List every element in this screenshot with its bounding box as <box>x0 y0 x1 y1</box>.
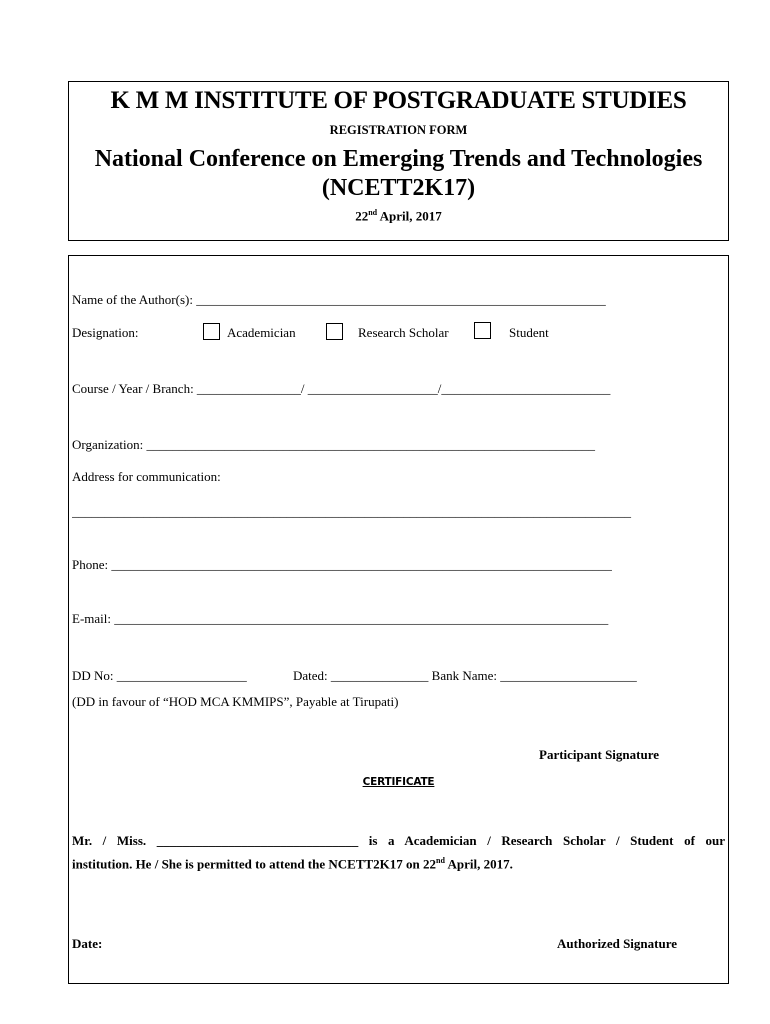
academician-label: Academician <box>227 325 296 340</box>
form-title: REGISTRATION FORM <box>329 123 468 137</box>
certificate-line-1: Mr. / Miss. _______________________________ is a Academician / Research Scholar / Student of our <box>72 833 725 848</box>
conference-date <box>68 208 729 224</box>
authorized-signature: Authorized Signature <box>557 936 678 951</box>
designation-label: Designation: <box>72 325 139 340</box>
student-label: Student <box>509 325 549 340</box>
date-superscript: nd <box>368 208 378 217</box>
organization-field[interactable]: Organization: _____________________________________________________________________ <box>72 437 595 452</box>
certificate-date-superscript: nd <box>436 856 445 865</box>
date-rest: April, 2017 <box>377 208 442 224</box>
dd-note: (DD in favour of “HOD MCA KMMIPS”, Payable at Tirupati) <box>72 694 399 709</box>
dd-number-field[interactable]: DD No: ____________________ <box>72 668 247 683</box>
address-label: Address for communication: <box>72 469 221 484</box>
certificate-date-label: Date: <box>72 936 103 951</box>
certificate-line-2-text: institution. He / She is permitted to attend the NCETT2K17 on 22 <box>72 856 437 872</box>
student-checkbox[interactable] <box>474 322 491 339</box>
certificate-line-2-end: April, 2017. <box>444 856 513 872</box>
email-field[interactable]: E-mail: ____________________________________________________________________________ <box>72 611 609 626</box>
author-field[interactable]: Name of the Author(s): _______________________________________________________________ <box>72 292 606 307</box>
institute-name: K M M INSTITUTE OF POSTGRADUATE STUDIES <box>110 87 687 114</box>
certificate-title: CERTIFICATE <box>362 776 435 788</box>
dd-date-bank-field[interactable]: Dated: _______________ Bank Name: _____________________ <box>293 668 637 683</box>
research-scholar-label: Research Scholar <box>358 325 449 340</box>
research-scholar-checkbox[interactable] <box>326 323 343 340</box>
participant-signature: Participant Signature <box>539 747 660 762</box>
conference-title: National Conference on Emerging Trends and Technologies (NCETT2K17) <box>94 146 703 201</box>
academician-checkbox[interactable] <box>203 323 220 340</box>
date-day: 22 <box>355 208 369 224</box>
course-field[interactable]: Course / Year / Branch: ________________/ ____________________/__________________________ <box>72 381 611 396</box>
address-field[interactable]: ______________________________________________________________________________________ <box>72 504 631 519</box>
phone-field[interactable]: Phone: _____________________________________________________________________________ <box>72 557 612 572</box>
certificate-line-2 <box>72 856 513 872</box>
